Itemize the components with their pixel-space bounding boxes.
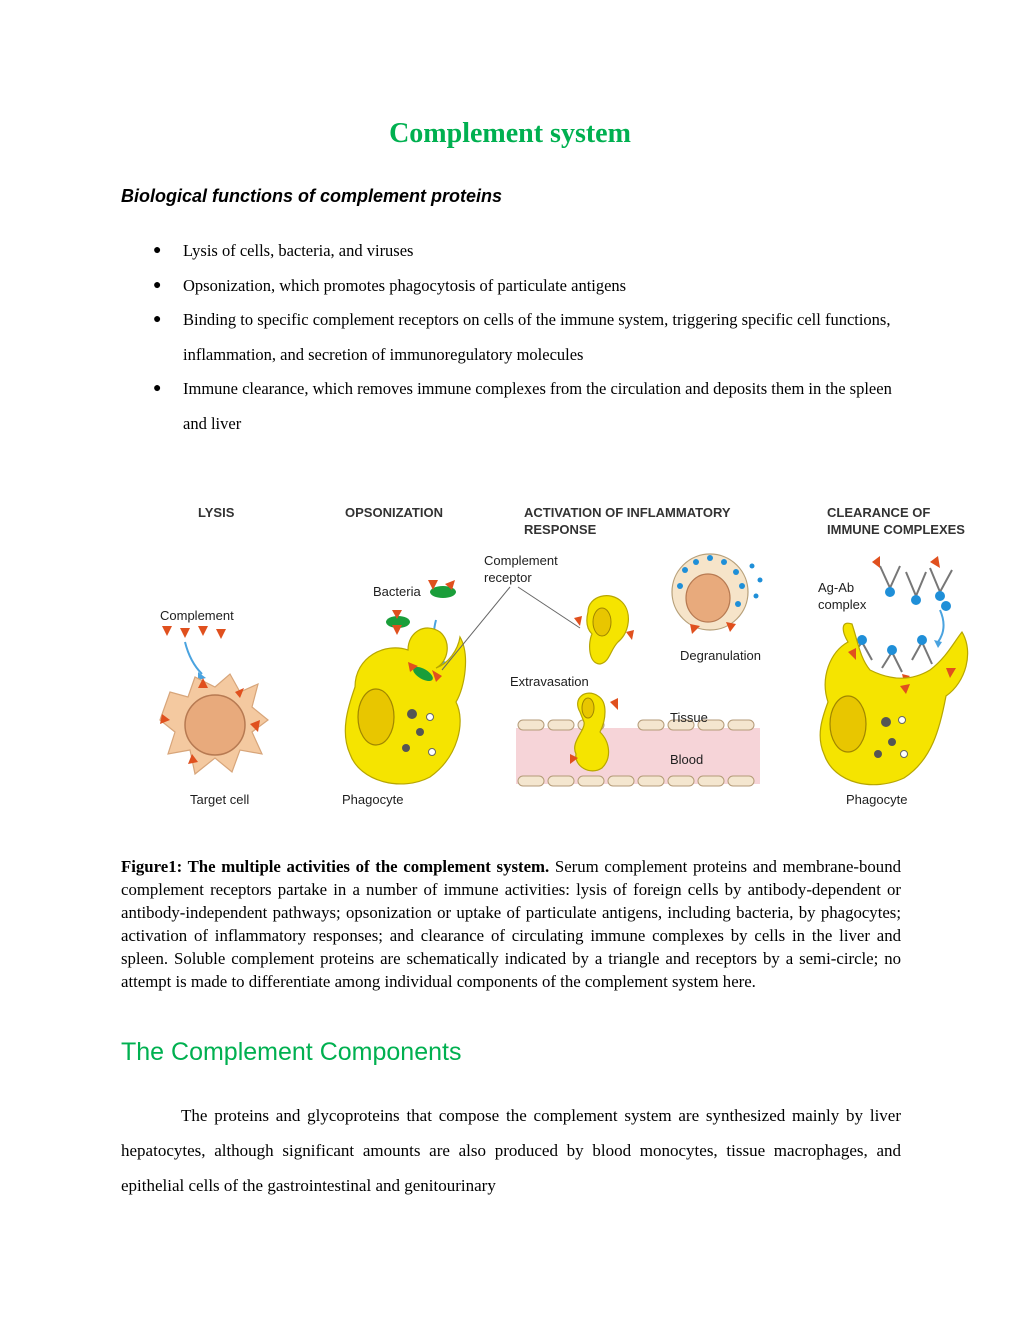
caption-title: Figure1: The multiple activities of the complement system.	[121, 857, 550, 876]
bullet-icon: ●	[153, 312, 162, 327]
phagocyte-nucleus	[358, 689, 394, 745]
label-phagocyte-1: Phagocyte	[342, 792, 404, 807]
label-complement-receptor-1: Complement	[484, 553, 558, 568]
caption-text: Serum complement proteins and membrane-bound complement receptors partake in a number of immune activities: lysis of foreign cells by antibody-dependent or antibody-independent pathways; opsonization or uptake of particulate antigens, including bacteria, by phagocytes; activation of inflammatory responses; and clearance of circulating immune complexes by cells in the liver and spleen. Soluble complement proteins are schematically indicated by a triangle and receptors by a semi-circle; no attempt is made to differentiate among individual components of the complement system here.	[121, 857, 901, 991]
label-blood: Blood	[670, 752, 704, 767]
arrow-icon	[185, 642, 202, 674]
list-item: ● Opsonization, which promotes phagocytosis of particulate antigens	[153, 269, 913, 304]
list-item: ● Immune clearance, which removes immune complexes from the circulation and deposits them in the spleen and liver	[153, 372, 913, 441]
complement-triangles	[162, 626, 226, 639]
heading-activation-2: RESPONSE	[524, 522, 597, 537]
label-complement-receptor-2: receptor	[484, 570, 532, 585]
label-bacteria: Bacteria	[373, 584, 421, 599]
label-agab-2: complex	[818, 597, 867, 612]
section-heading: The Complement Components	[121, 1038, 462, 1066]
label-target-cell: Target cell	[190, 792, 250, 807]
label-agab-1: Ag-Ab	[818, 580, 855, 595]
target-cell-nucleus	[185, 695, 245, 755]
immune-complex	[852, 566, 952, 672]
list-item: ● Lysis of cells, bacteria, and viruses	[153, 234, 913, 269]
heading-lysis: LYSIS	[198, 505, 235, 520]
bullet-icon: ●	[153, 277, 162, 293]
figure-caption	[121, 855, 901, 993]
list-item: ● Binding to specific complement receptors on cells of the immune system, triggering specific cell functions, inflammation, and secretion of immunoregulatory molecules	[153, 303, 913, 372]
body-paragraph: The proteins and glycoproteins that compose the complement system are synthesized mainly by liver hepatocytes, although significant amounts are also produced by blood monocytes, tissue macrophages, and epithelial cells of the gastrointestinal and genitourinary	[121, 1106, 901, 1195]
heading-activation-1: ACTIVATION OF INFLAMMATORY	[524, 505, 731, 520]
page-title: Complement system	[389, 118, 631, 149]
label-phagocyte-2: Phagocyte	[846, 792, 908, 807]
label-degranulation: Degranulation	[680, 648, 761, 663]
heading-clearance-1: CLEARANCE OF	[827, 505, 931, 520]
section-subheading: Biological functions of complement proteins	[121, 186, 503, 206]
bullet-icon: ●	[153, 243, 162, 258]
complement-activities-figure	[140, 492, 980, 822]
heading-clearance-2: IMMUNE COMPLEXES	[827, 522, 965, 537]
label-tissue: Tissue	[670, 710, 708, 725]
label-extravasation: Extravasation	[510, 674, 589, 689]
bullet-icon: ●	[153, 381, 162, 396]
heading-opsonization: OPSONIZATION	[345, 505, 443, 520]
function-list	[153, 234, 913, 441]
label-complement: Complement	[160, 608, 234, 623]
